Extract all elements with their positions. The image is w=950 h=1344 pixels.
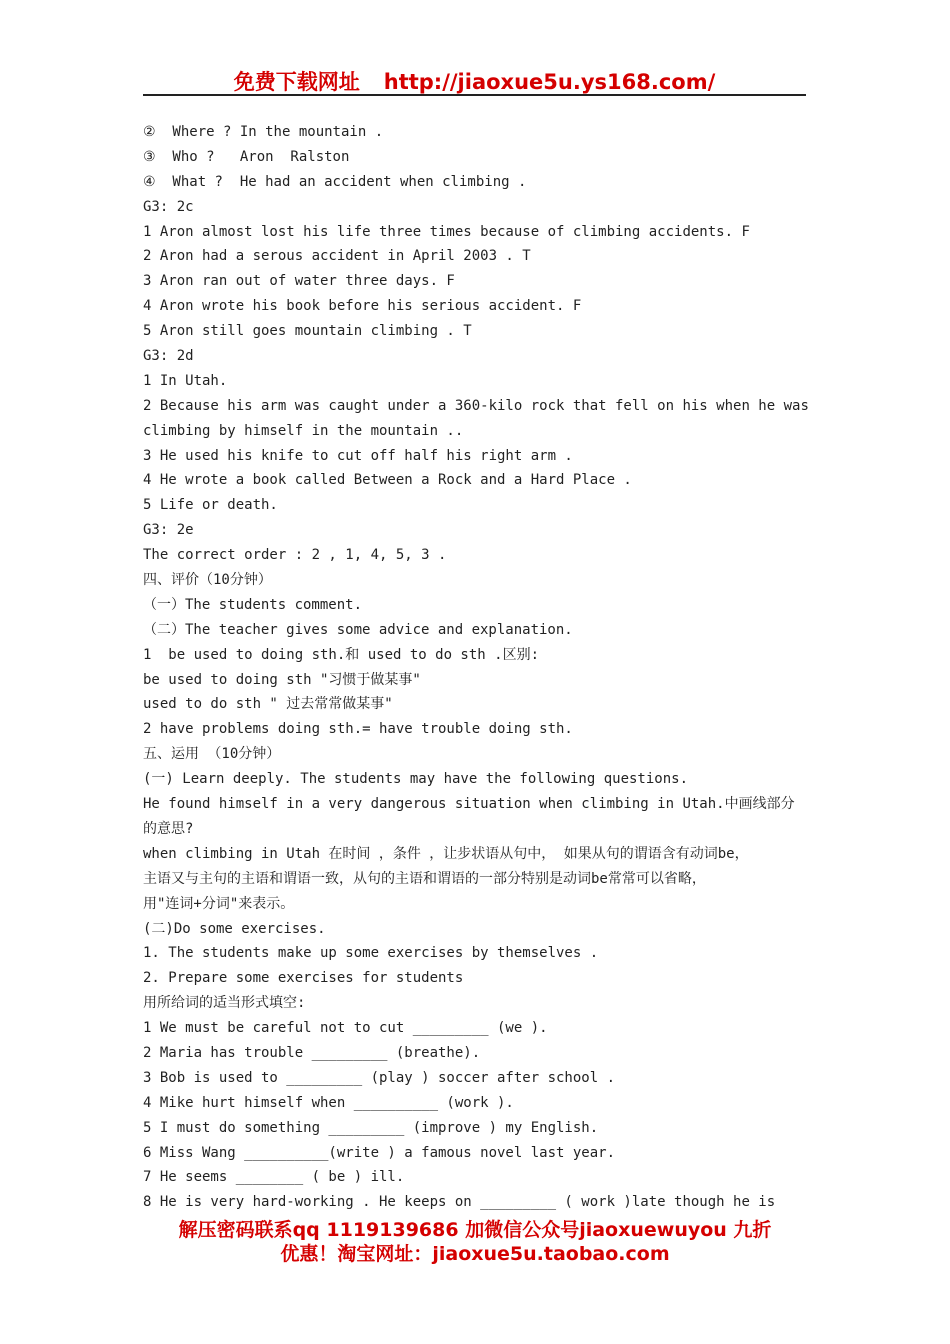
exercise-item: 8 He is very hard-working . He keeps on _________ ( work )late though he is <box>143 1194 776 1211</box>
header-site-label: 免费下载网址 <box>233 70 360 94</box>
exercise-item: 4 Mike hurt himself when __________ (work ). <box>143 1094 514 1111</box>
text-line: ③ Who ? Aron Ralston <box>143 148 350 165</box>
text-line: be used to doing sth "习惯于做某事" <box>143 671 421 688</box>
text-line: (二)Do some exercises. <box>143 920 326 937</box>
text-line: 3 Aron ran out of water three days. F <box>143 273 455 290</box>
text-line: The correct order : 2 , 1, 4, 5, 3 . <box>143 547 447 564</box>
exercise-item: 6 Miss Wang __________(write ) a famous novel last year. <box>143 1144 616 1161</box>
document-body <box>143 120 815 1215</box>
text-line: 用"连词+分词"来表示。 <box>143 895 295 912</box>
text-line: （二）The teacher gives some advice and explanation. <box>143 621 573 638</box>
text-line: 1 In Utah. <box>143 372 228 389</box>
text-line: 2 Because his arm was caught under a 360-kilo rock that fell on his when he was <box>143 397 809 414</box>
text-line: used to do sth " 过去常常做某事" <box>143 696 393 713</box>
text-line: 1 Aron almost lost his life three times because of climbing accidents. F <box>143 223 750 240</box>
page-header <box>143 66 806 96</box>
text-line: (一) Learn deeply. The students may have the following questions. <box>143 771 689 788</box>
text-line: 5 Aron still goes mountain climbing . T <box>143 323 472 340</box>
text-line: ④ What ? He had an accident when climbing . <box>143 173 527 190</box>
text-line: （一）The students comment. <box>143 596 363 613</box>
header-divider <box>143 94 806 96</box>
text-line: 5 Life or death. <box>143 497 278 514</box>
header-url-link[interactable]: http://jiaoxue5u.ys168.com/ <box>383 70 716 94</box>
text-line: 2. Prepare some exercises for students <box>143 970 464 987</box>
exercise-item: 1 We must be careful not to cut _________ (we ). <box>143 1020 548 1037</box>
text-line: 用所给词的适当形式填空: <box>143 995 306 1012</box>
section-label: G3: 2c <box>143 198 194 215</box>
text-line: He found himself in a very dangerous situation when climbing in Utah.中画线部分 <box>143 796 795 813</box>
text-line: when climbing in Utah 在时间 ，条件 ，让步状语从句中， 如果从句的谓语含有动词be， <box>143 845 749 862</box>
text-line: 1 be used to doing sth.和 used to do sth .区别: <box>143 646 540 663</box>
exercise-item: 2 Maria has trouble _________ (breathe). <box>143 1044 481 1061</box>
section-label: G3: 2e <box>143 522 194 539</box>
section-heading: 四、评价（10分钟） <box>143 572 272 589</box>
exercise-item: 3 Bob is used to _________ (play ) soccer after school . <box>143 1069 616 1086</box>
section-label: G3: 2d <box>143 348 194 365</box>
text-line: 1. The students make up some exercises by themselves . <box>143 945 599 962</box>
text-line: 的意思? <box>143 820 194 837</box>
text-line: 4 Aron wrote his book before his serious accident. F <box>143 298 582 315</box>
exercise-item: 5 I must do something _________ (improve ) my English. <box>143 1119 599 1136</box>
text-line: 4 He wrote a book called Between a Rock and a Hard Place . <box>143 472 632 489</box>
text-line: 2 have problems doing sth.= have trouble doing sth. <box>143 721 573 738</box>
text-line: ② Where ? In the mountain . <box>143 124 384 140</box>
footer-shop-line: 优惠！淘宝网址：jiaoxue5u.taobao.com <box>280 1243 670 1265</box>
text-line: 2 Aron had a serous accident in April 2003 . T <box>143 248 531 265</box>
footer-contact-line: 解压密码联系qq 1119139686 加微信公众号jiaoxuewuyou 九折 <box>178 1219 772 1241</box>
section-heading: 五、运用 （10分钟） <box>143 746 281 763</box>
text-line: 3 He used his knife to cut off half his right arm . <box>143 447 573 464</box>
text-line: 主语又与主句的主语和谓语一致，从句的主语和谓语的一部分特别是动词be常常可以省略， <box>143 870 706 887</box>
exercise-item: 7 He seems ________ ( be ) ill. <box>143 1169 405 1186</box>
text-line: climbing by himself in the mountain .. <box>143 422 464 439</box>
